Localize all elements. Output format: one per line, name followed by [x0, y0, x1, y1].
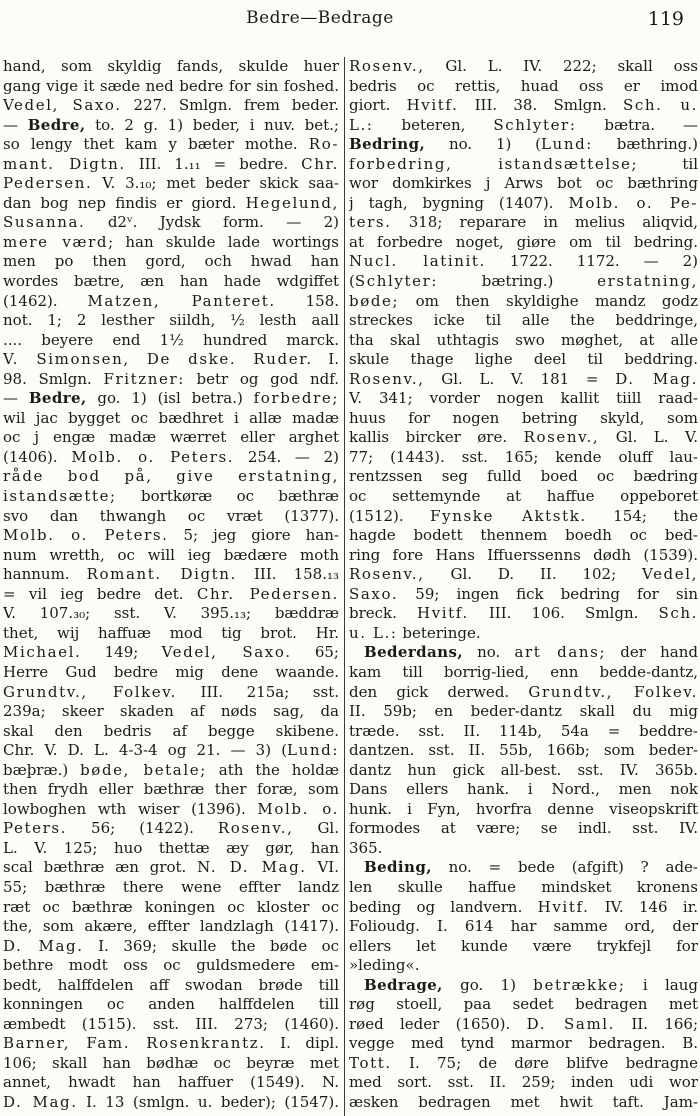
spaced-text: Vedel, — [642, 565, 698, 584]
spaced-text: Molb. o. — [257, 799, 339, 818]
text-line: Rosenv., Gl. D. II. 102; Vedel, — [349, 565, 698, 584]
text-line: svo dan thwangh oc vræt (1377). — [3, 506, 339, 525]
text-line: huus for nogen betring skyld, som — [349, 408, 698, 427]
text-line: lowboghen wth wiser (1396). Molb. o. — [3, 799, 339, 818]
text-line: num wretth, oc will ieg bædære moth — [3, 545, 339, 564]
spaced-text: bøde; — [349, 291, 400, 310]
text-line: L.: beteren, Schlyter: bætra. — — [349, 115, 698, 134]
text-line: — Bedre, go. 1) (isl betra.) forbedre; — [3, 389, 339, 408]
text-line: then frydh eller bæthræ ther foræ, som — [3, 780, 339, 799]
spaced-text: Lund: — [287, 741, 339, 760]
text-line: kam till borrig-lied, enn bedde-dantz, — [349, 662, 698, 681]
spaced-text: Pedersen. — [3, 174, 93, 193]
text-line: (1406). Molb. o. Peters. 254. — 2) — [3, 447, 339, 466]
text-line: .... beyere end 1½ hundred marck. — [3, 330, 339, 349]
text-line: V. 107.₃₀; sst. V. 395.₁₃; bæddræ — [3, 604, 339, 623]
spaced-text: Grundtv., Folkev. — [528, 682, 698, 701]
text-line: so lengy thet kam y bæter mothe. Ro- — [3, 135, 339, 154]
spaced-text: Nucl. latinit. — [349, 252, 486, 271]
text-line: j tagh, bygning (1407). Molb. o. Pe- — [349, 193, 698, 212]
text-line: røed leder (1650). D. Saml. II. 166; — [349, 1014, 698, 1033]
spaced-text: mere værd — [3, 232, 109, 251]
text-line: Tott. I. 75; de døre blifve bedragne — [349, 1053, 698, 1072]
text-line: skule thage lighe deel til beddring. — [349, 350, 698, 369]
text-line: 239a; skeer skaden af nøds sag, da — [3, 702, 339, 721]
headword: Beding, — [364, 858, 432, 877]
text-line: dantzen. sst. II. 55b, 166b; som beder- — [349, 741, 698, 760]
text-line: Nucl. latinit. 1722. 1172. — 2) — [349, 252, 698, 271]
text-line: Dans ellers hank. i Nord., men nok — [349, 780, 698, 799]
text-line: bæþræ.) bøde, betale; ath the holdæ — [3, 760, 339, 779]
spaced-text: Vedel, Saxo. — [161, 643, 292, 662]
text-line: Chr. V. D. L. 4-3-4 og 21. — 3) (Lund: — [3, 741, 339, 760]
text-line: 106; skall han bødhæ oc beyræ met — [3, 1053, 339, 1072]
spaced-text: Romant. Digtn. — [86, 565, 237, 584]
headword: Bedre, — [28, 389, 87, 408]
spaced-text: betrække; — [533, 975, 626, 994]
text-line: den gick derwed. Grundtv., Folkev. — [349, 682, 698, 701]
spaced-text: Chr. Pedersen. — [196, 584, 339, 603]
spaced-text: L.: — [349, 115, 374, 134]
running-title: Bedre—Bedrage — [246, 8, 394, 28]
text-line: dantz hun gick all-best. sst. IV. 365b. — [349, 760, 698, 779]
text-line: skal den bedris af begge skibene. — [3, 721, 339, 740]
text-line: 365. — [349, 838, 383, 857]
text-line: 98. Smlgn. Fritzner: betr og god ndf. — [3, 369, 339, 388]
headword: Bedrage, — [364, 975, 443, 994]
spaced-text: Vedel, Saxo. — [3, 96, 122, 115]
page-number: 119 — [647, 8, 684, 30]
text-line: Michael. 149; Vedel, Saxo. 65; — [3, 643, 339, 662]
text-line: annet, hwadt han haffuer (1549). N. — [3, 1073, 339, 1092]
text-line: træde. sst. II. 114b, 54a = beddre- — [349, 721, 698, 740]
spaced-text: Hvitf. — [406, 96, 459, 115]
text-line: Bedrage, go. 1) betrække; i laug — [364, 975, 698, 994]
text-line: Peters. 56; (1422). Rosenv., Gl. — [3, 819, 339, 838]
text-line: — Bedre, to. 2 g. 1) beder, i nuv. bet.; — [3, 115, 339, 134]
text-line: beding og landvern. Hvitf. IV. 146 ir. — [349, 897, 698, 916]
text-line: Saxo. 59; ingen fick bedring for sin — [349, 584, 698, 603]
spaced-text: Fritzner: — [103, 369, 185, 388]
text-line: ræt oc bæthræ koningen oc kloster oc — [3, 897, 339, 916]
spaced-text: ters. — [349, 213, 392, 232]
spaced-text: Rosenv., — [349, 369, 425, 388]
text-line: L. V. 125; huo thettæ æy gør, han — [3, 838, 339, 857]
left-column — [3, 57, 339, 1116]
text-line: at forbedre noget, giøre om til bedring. — [349, 232, 698, 251]
text-line: V. 341; vorder nogen kallit tiill raad- — [349, 389, 698, 408]
spaced-text: Sch. — [658, 604, 698, 623]
text-line: kallis bircker øre. Rosenv., Gl. L. V. — [349, 428, 698, 447]
text-line: æsken bedragen met hwit taft. Jam- — [349, 1092, 698, 1111]
spaced-text: u. L.: — [349, 623, 398, 642]
text-line: gang vige it sæde ned bedre for sin foshed. — [3, 76, 339, 95]
text-line: wor domkirkes j Arws bot oc bæthring — [349, 174, 698, 193]
text-line: breck. Hvitf. III. 106. Smlgn. Sch. — [349, 604, 698, 623]
text-body — [3, 57, 698, 1116]
spaced-text: Tott. — [349, 1053, 392, 1072]
text-line: hand, som skyldig fands, skulde huer — [3, 57, 339, 75]
spaced-text: Barner, Fam. Rosenkrantz. — [3, 1034, 266, 1053]
text-line: the, som akære, effter landzlagh (1417). — [3, 917, 339, 936]
spaced-text: Fynske Aktstk. — [430, 506, 587, 525]
text-line: Folioudg. I. 614 har samme ord, der — [349, 917, 698, 936]
spaced-text: Michael. — [3, 643, 82, 662]
spaced-text: Hvitf. — [417, 604, 469, 623]
spaced-text: Peters. — [3, 819, 68, 838]
text-line: Pedersen. V. 3.₁₀; met beder skick saa- — [3, 174, 339, 193]
text-line: oc settemynde at haffue oppeboret — [349, 487, 698, 506]
text-line: bedris oc rettis, huad oss er imod — [349, 76, 698, 95]
spaced-text: bøde, betale; — [80, 760, 207, 779]
spaced-text: Hvitf. — [537, 897, 590, 916]
headword: Bederdans, — [364, 643, 463, 662]
text-line: thet, wij haffuæ mod tig brot. Hr. — [3, 623, 339, 642]
text-line: mere værd; han skulde lade wortings — [3, 232, 339, 251]
text-line: Herre Gud bedre mig dene waande. — [3, 662, 339, 681]
text-line: Vedel, Saxo. 227. Smlgn. frem beder. — [3, 96, 339, 115]
headword: Bedre, — [27, 115, 86, 134]
spaced-text: D. Saml. — [526, 1014, 616, 1033]
text-line: oc j engæ madæ wærret eller arghet — [3, 428, 339, 447]
text-line: dan bog nep findis er giord. Hegelund, — [3, 193, 339, 212]
text-line: ring fore Hans Iffuerssenns dødh (1539). — [349, 545, 698, 564]
text-line: D. Mag. I. 369; skulle the bøde oc — [3, 936, 339, 955]
text-line: røg stoell, paa sedet bedragen met — [349, 995, 698, 1014]
spaced-text: istandsætte; — [3, 487, 117, 506]
text-line: Rosenv., Gl. L. V. 181 = D. Mag. — [349, 369, 698, 388]
page-header — [0, 8, 700, 38]
spaced-text: N. D. Mag. — [197, 858, 307, 877]
spaced-text: Rosenv., — [349, 565, 425, 584]
text-line: wil jac bygget oc bædhret i allæ madæ — [3, 408, 339, 427]
spaced-text: D. Mag. — [3, 1092, 78, 1111]
text-line — [3, 467, 339, 487]
spaced-text: D. Mag. — [3, 936, 84, 955]
text-line: u. L.: beteringe. — [349, 623, 481, 642]
text-line: hagde bodett thennem boedh oc bed- — [349, 526, 698, 545]
text-line: D. Mag. I. 13 (smlgn. u. beder); (1547). — [3, 1092, 339, 1111]
spaced-text: forbedring, istandsættelse; — [349, 154, 639, 173]
text-line: len skulle haffue mindsket kronens — [349, 877, 698, 896]
spaced-text: Rosenv., — [349, 57, 425, 75]
text-line: rentzssen seg fulld boed oc bædring — [349, 467, 698, 486]
text-line: bedt, halffdelen aff swodan brøde till — [3, 975, 339, 994]
text-line: (1462). Matzen, Panteret. 158. — [3, 291, 339, 310]
spaced-text: Molb. o. Peters. — [71, 447, 235, 466]
text-line: med sort. sst. II. 259; inden udi wor — [349, 1073, 698, 1092]
spaced-text: råde bod på, give erstatning, — [3, 467, 339, 486]
text-line: vegge med tynd marmor bedragen. B. — [349, 1034, 698, 1053]
text-line: streckes icke til alle the beddringe, — [349, 311, 698, 330]
spaced-text: Rosenv., — [217, 819, 294, 838]
text-line: = vil ieg bedre det. Chr. Pedersen. — [3, 584, 339, 603]
text-line: æmbedt (1515). sst. III. 273; (1460). — [3, 1014, 339, 1033]
text-line: bøde; om then skyldighe mandz godz — [349, 291, 698, 310]
text-line: Bedring, no. 1) (Lund: bæthring.) — [349, 135, 698, 154]
text-line: Susanna. d2ᵛ. Jydsk form. — 2) — [3, 213, 339, 232]
text-line: tha skal uthtagis swo møghet, at alle — [349, 330, 698, 349]
text-line: (1512). Fynske Aktstk. 154; the — [349, 506, 698, 525]
headword: Bedring, — [349, 135, 426, 154]
text-line: Barner, Fam. Rosenkrantz. I. dipl. — [3, 1034, 339, 1053]
text-line: hannum. Romant. Digtn. III. 158.₁₃ — [3, 565, 339, 584]
text-line: 55; bæthræ there wene effter landz — [3, 877, 339, 896]
spaced-text: art dans; — [514, 643, 607, 662]
spaced-text: Molb. o. Peters. — [3, 526, 169, 545]
spaced-text: forbedre; — [253, 389, 339, 408]
text-line: Beding, no. = bede (afgift) ? ade- — [364, 858, 698, 877]
text-line: not. 1; 2 lesther siildh, ½ lesth aall — [3, 311, 339, 330]
text-line: 77; (1443). sst. 165; kende oluff lau- — [349, 447, 698, 466]
spaced-text: Matzen, Panteret. — [87, 291, 276, 310]
text-line: forbedring, istandsættelse; til — [349, 154, 698, 173]
spaced-text: Susanna. — [3, 213, 86, 232]
spaced-text: Chr. — [301, 154, 339, 173]
text-line: ellers let kunde være trykfejl for — [349, 936, 698, 955]
spaced-text: erstatning, — [597, 272, 698, 291]
text-line: hunk. i Fyn, hvorfra denne viseopskrift — [349, 799, 698, 818]
spaced-text: Molb. o. Pe- — [568, 193, 698, 212]
spaced-text: Saxo. — [349, 584, 399, 603]
spaced-text: mant. Digtn. — [3, 154, 126, 173]
text-line: men po then gord, och hwad han — [3, 252, 339, 271]
spaced-text: Grundtv., Folkev. — [3, 682, 177, 701]
text-line: »leding«. — [349, 956, 420, 975]
text-line: Rosenv., Gl. L. IV. 222; skall oss — [349, 57, 698, 75]
text-line: ters. 318; reparare in melius aliqvid, — [349, 213, 698, 232]
text-line: mant. Digtn. III. 1.₁₁ = bedre. Chr. — [3, 154, 339, 173]
spaced-text: Schlyter: — [493, 115, 577, 134]
text-line: formodes at være; se indl. sst. IV. — [349, 819, 698, 838]
text-line: (Schlyter: bætring.) erstatning, — [349, 272, 698, 291]
spaced-text: Rosenv., — [523, 428, 600, 447]
spaced-text: V. Simonsen, De dske. Ruder. — [3, 350, 313, 369]
spaced-text: Sch. u. — [623, 96, 698, 115]
spaced-text: Hegelund, — [245, 193, 339, 212]
text-line: Molb. o. Peters. 5; jeg giore han- — [3, 526, 339, 545]
spaced-text: Lund: — [541, 135, 593, 154]
spaced-text: Schlyter: — [354, 272, 438, 291]
text-line: Grundtv., Folkev. III. 215a; sst. — [3, 682, 339, 701]
column-divider-rule — [344, 57, 345, 1116]
text-line: II. 59b; en beder-dantz skall du mig — [349, 702, 698, 721]
text-line: bethre modt oss oc guldsmedere em- — [3, 956, 339, 975]
text-line: scal bæthræ æn grot. N. D. Mag. VI. — [3, 858, 339, 877]
text-line: giort. Hvitf. III. 38. Smlgn. Sch. u. — [349, 96, 698, 115]
text-line: konningen oc anden halffdelen till — [3, 995, 339, 1014]
text-line: wordes bætre, æn han hade wdgiffet — [3, 272, 339, 291]
spaced-text: D. Mag. — [615, 369, 698, 388]
right-column — [349, 57, 698, 1116]
text-line: istandsætte; bortkøræ oc bæthræ — [3, 487, 339, 506]
spaced-text: Ro- — [308, 135, 339, 154]
text-line: Bederdans, no. art dans; der hand — [364, 643, 698, 662]
text-line: V. Simonsen, De dske. Ruder. I. — [3, 350, 339, 369]
